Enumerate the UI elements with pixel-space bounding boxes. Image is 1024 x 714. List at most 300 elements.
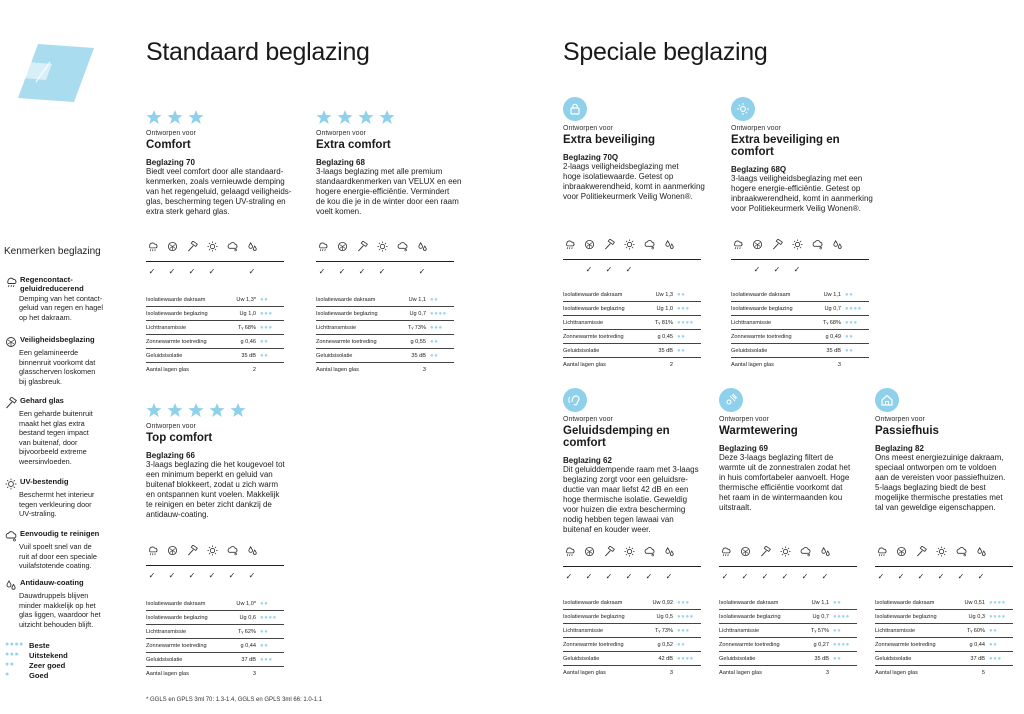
- feature-check: [807, 265, 827, 274]
- rating-dots: ●●●: [260, 656, 273, 663]
- spec-name: Lichttransmissie: [563, 319, 604, 326]
- spec-name: Isolatiewaarde beglazing: [316, 310, 378, 317]
- rating-dots: ●●: [260, 352, 269, 359]
- cloud-clean-icon: [807, 239, 827, 251]
- star-icon: [167, 402, 183, 418]
- rating-dots: ●●: [989, 627, 998, 634]
- spec-value: Ug 0,7: [409, 310, 426, 317]
- feature-check: ✓: [208, 267, 216, 276]
- spec-value: 35 dB: [658, 347, 673, 354]
- spec-value: 3: [422, 367, 426, 373]
- hammer-icon: [767, 239, 787, 251]
- rating-dots: ●●●: [677, 599, 690, 606]
- shield-glass-icon: [747, 239, 767, 251]
- legend-item-desc: Dauwdruppels blijven minder makkelijk op het glas liggen, waardoor het uitzicht behouden blijft.: [19, 591, 101, 629]
- feature-check: ✓: [773, 265, 781, 274]
- model-name: Beglazing 68Q: [731, 165, 787, 174]
- spec-name: Isolatiewaarde dakraam: [146, 296, 206, 303]
- spec-name: Lichttransmissie: [875, 627, 916, 634]
- feature-check: ✓: [801, 572, 809, 581]
- spec-row: [563, 666, 701, 680]
- feature-check: ✓: [957, 572, 965, 581]
- feature-check: [559, 265, 579, 274]
- spec-row: [316, 349, 454, 363]
- spec-value: Tᵥ 68%: [238, 324, 256, 331]
- spec-value: Tᵥ 73%: [408, 324, 426, 331]
- rating-dots: ●●●●: [833, 641, 850, 648]
- feature-icons: [312, 241, 432, 253]
- shield-glass-icon: [579, 239, 599, 251]
- designed-for-label: Ontworpen voor: [563, 125, 613, 132]
- spec-name: Isolatiewaarde beglazing: [731, 305, 793, 312]
- glazing-card-extra-beveiliging-comfort: [731, 97, 881, 214]
- spec-name: Zonnewarmte toetreding: [146, 338, 207, 345]
- card-title: Extra beveiliging en comfort: [731, 134, 840, 158]
- feature-check: ✓: [358, 267, 366, 276]
- spec-row: [146, 321, 284, 335]
- rating-dots: ●●: [833, 599, 842, 606]
- spec-row: [875, 596, 1013, 610]
- spec-value: g 0,44: [240, 642, 256, 649]
- spec-value: Uw 0,92: [652, 599, 673, 606]
- card-title: Top comfort: [146, 432, 213, 444]
- rain-icon: [142, 545, 162, 557]
- spec-value: Tᵥ 62%: [238, 628, 256, 635]
- spec-name: Geluidsisolatie: [146, 656, 183, 663]
- model-name: Beglazing 82: [875, 444, 924, 453]
- security-sun-icon: [731, 97, 755, 121]
- house-icon: [875, 388, 899, 412]
- spec-row: [719, 638, 857, 652]
- glazing-card-extra-beveiliging: [563, 97, 713, 202]
- spec-row: [875, 610, 1013, 624]
- spec-name: Isolatiewaarde beglazing: [563, 613, 625, 620]
- rating-dots: ●●: [845, 347, 854, 354]
- spec-table: [563, 596, 701, 680]
- legend-item: [5, 336, 105, 386]
- hammer-icon: [755, 546, 775, 558]
- spec-value: Uw 1,3*: [236, 296, 256, 303]
- spec-name: Isolatiewaarde dakraam: [731, 291, 791, 298]
- feature-check: ✓: [761, 572, 769, 581]
- lock-icon: [563, 97, 587, 121]
- drops-icon: [659, 546, 679, 558]
- feature-check: ✓: [418, 267, 426, 276]
- rain-icon: [727, 239, 747, 251]
- spec-value: 35 dB: [241, 352, 256, 359]
- model-name: Beglazing 70Q: [563, 153, 619, 162]
- shield-glass-icon: [162, 241, 182, 253]
- designed-for-label: Ontworpen voor: [146, 130, 196, 137]
- designed-for-label: Ontworpen voor: [719, 416, 769, 423]
- spec-name: Isolatiewaarde dakraam: [316, 296, 376, 303]
- glazing-card-top-comfort: [146, 401, 296, 520]
- drops-icon: [827, 239, 847, 251]
- scale-label: Uitstekend: [29, 650, 68, 660]
- feature-divider: [316, 261, 454, 262]
- rating-dots: ●: [5, 671, 10, 678]
- spec-name: Zonnewarmte toetreding: [563, 333, 624, 340]
- model-name: Beglazing 66: [146, 451, 195, 460]
- card-description: 3-laags beglazing die het kougevoel tot een minimum beperkt en geluid van buitenaf blokkeert, zodat u zich warm en ontspannen kunt voelen. Makkelijk te reinigen en beter zicht dankzij de antidauw-coating.: [146, 460, 285, 519]
- spec-value: g 0,27: [813, 641, 829, 648]
- rating-dots: ●●●: [845, 319, 858, 326]
- legend-item-title: Veiligheidsbeglazing: [20, 335, 95, 344]
- rating-dots: ●●: [677, 641, 686, 648]
- spec-name: Lichttransmissie: [563, 627, 604, 634]
- spec-value: 37 dB: [970, 655, 985, 662]
- star-icon: [209, 402, 225, 418]
- glazing-card-geluidsdemping: [563, 388, 713, 535]
- star-icon: [146, 402, 162, 418]
- model-name: Beglazing 70: [146, 158, 195, 167]
- rating-dots: ●●: [845, 291, 854, 298]
- spec-row: [719, 610, 857, 624]
- hammer-icon: [5, 397, 17, 409]
- rating-dots: ●●●●: [989, 599, 1006, 606]
- rating-dots: ●●●: [5, 651, 20, 658]
- feature-check: ✓: [877, 572, 885, 581]
- rating-dots: ●●●: [260, 324, 273, 331]
- card-description: 3-laags veiligheidsbeglazing met een hogere energie-efficiëntie. Getest op inbraakwerendheid, komt in aanmerking voor Politiekeurmerk Veilig Wonen®.: [731, 174, 873, 213]
- spec-name: Lichttransmissie: [146, 324, 187, 331]
- cloud-clean-icon: [392, 241, 412, 253]
- rating-dots: ●●●●: [833, 613, 850, 620]
- spec-row: [731, 330, 869, 344]
- star-icon: [188, 402, 204, 418]
- spec-name: Geluidsisolatie: [146, 352, 183, 359]
- star-icon: [337, 109, 353, 125]
- feature-check: ✓: [585, 265, 593, 274]
- feature-check: [639, 265, 659, 274]
- spec-row: [563, 302, 701, 316]
- feature-check: ✓: [338, 267, 346, 276]
- legend-item-title: UV-bestendig: [20, 477, 69, 486]
- feature-check: ✓: [897, 572, 905, 581]
- feature-check: ✓: [977, 572, 985, 581]
- spec-name: Zonnewarmte toetreding: [719, 641, 780, 648]
- feature-check: ✓: [625, 572, 633, 581]
- designed-for-label: Ontworpen voor: [875, 416, 925, 423]
- card-description: Ons meest energiezuinige dakraam, speciaal ontworpen om te voldoen aan de vereisten voor passiefhuizen. 5-laags beglazing biedt de best mogelijke thermische prestaties met tal van geweldige eigenschappen.: [875, 453, 1006, 512]
- spec-value: Ug 1,0: [656, 305, 673, 312]
- cloud-clean-icon: [795, 546, 815, 558]
- spec-name: Zonnewarmte toetreding: [731, 333, 792, 340]
- rain-icon: [559, 239, 579, 251]
- scale-row: [5, 670, 68, 680]
- skylight-logo: [16, 42, 96, 106]
- spec-row: [146, 335, 284, 349]
- spec-row: [316, 293, 454, 307]
- rating-dots: ●●●●: [845, 305, 862, 312]
- feature-check: ✓: [168, 267, 176, 276]
- spec-value: 2: [252, 367, 256, 373]
- feature-check: ✓: [605, 572, 613, 581]
- spec-table: [875, 596, 1013, 680]
- hammer-icon: [599, 239, 619, 251]
- rating-dots: ●●: [260, 338, 269, 345]
- glazing-card-comfort: [146, 108, 296, 217]
- hammer-icon: [182, 545, 202, 557]
- spec-row: [875, 624, 1013, 638]
- spec-value: Ug 0,7: [812, 613, 829, 620]
- feature-check: ✓: [753, 265, 761, 274]
- cloud-clean-icon: [639, 239, 659, 251]
- spec-name: Isolatiewaarde dakraam: [875, 599, 935, 606]
- hammer-icon: [599, 546, 619, 558]
- feature-check: ✓: [793, 265, 801, 274]
- feature-check: ✓: [937, 572, 945, 581]
- card-description: Biedt veel comfort door alle standaard- kenmerken, zoals vernieuwde demping van het regengeluid, gelaagd veiligheids- glas, bescherming tegen UV-straling en extra sterk gehard glas.: [146, 167, 292, 216]
- spec-row: [731, 358, 869, 372]
- designed-for-label: Ontworpen voor: [146, 423, 196, 430]
- sun-icon: [931, 546, 951, 558]
- sun-icon: [775, 546, 795, 558]
- designed-for-label: Ontworpen voor: [316, 130, 366, 137]
- shield-glass-icon: [5, 336, 17, 348]
- feature-check: ✓: [248, 267, 256, 276]
- rating-dots: ●●: [260, 296, 269, 303]
- feature-checks: [312, 267, 432, 276]
- feature-divider: [719, 566, 857, 567]
- spec-value: Tᵥ 60%: [967, 627, 985, 634]
- rating-dots: ●●: [260, 600, 269, 607]
- rating-dots: ●●●: [989, 655, 1002, 662]
- feature-check: ✓: [148, 267, 156, 276]
- scale-row: [5, 650, 68, 660]
- special-section-title: Speciale beglazing: [563, 38, 768, 66]
- feature-check: ✓: [821, 572, 829, 581]
- spec-name: Zonnewarmte toetreding: [316, 338, 377, 345]
- spec-value: g 0,49: [825, 333, 841, 340]
- spec-name: Isolatiewaarde beglazing: [563, 305, 625, 312]
- spec-name: Zonnewarmte toetreding: [146, 642, 207, 649]
- spec-name: Lichttransmissie: [731, 319, 772, 326]
- glazing-card-passiefhuis: [875, 388, 1024, 513]
- feature-icons: [559, 546, 679, 558]
- spec-value: Uw 1,0*: [236, 600, 256, 607]
- legend-item: [5, 397, 105, 467]
- legend-item-desc: Beschermt het interieur tegen verkleuring door UV-straling.: [19, 490, 95, 519]
- rating-dots: ●●●: [677, 627, 690, 634]
- feature-check: ✓: [721, 572, 729, 581]
- spec-value: g 0,45: [657, 333, 673, 340]
- spec-row: [719, 624, 857, 638]
- sun-icon: [787, 239, 807, 251]
- shield-glass-icon: [735, 546, 755, 558]
- standard-section-title: Standaard beglazing: [146, 38, 370, 66]
- spec-row: [146, 349, 284, 363]
- scale-row: [5, 660, 68, 670]
- legend-item-desc: Demping van het contact- geluid van regen en hagel op het dakraam.: [19, 293, 103, 322]
- feature-divider: [875, 566, 1013, 567]
- feature-check: [827, 265, 847, 274]
- card-description: 3-laags beglazing met alle premium standaardkenmerken van VELUX en een hogere energie-efficiëntie. Vermindert de kou die je in de winter door een raam voelt komen.: [316, 167, 462, 216]
- cloud-clean-icon: [951, 546, 971, 558]
- feature-checks: [142, 267, 262, 276]
- spec-name: Aantal lagen glas: [719, 670, 762, 676]
- spec-name: Zonnewarmte toetreding: [875, 641, 936, 648]
- feature-checks: [715, 572, 835, 581]
- spec-name: Lichttransmissie: [719, 627, 760, 634]
- features-title: Kenmerken beglazing: [4, 246, 101, 257]
- rating-dots: ●●: [430, 296, 439, 303]
- rating-dots: ●●: [677, 347, 686, 354]
- spec-value: 42 dB: [658, 655, 673, 662]
- rain-icon: [871, 546, 891, 558]
- shield-glass-icon: [891, 546, 911, 558]
- feature-divider: [146, 565, 284, 566]
- spec-row: [146, 625, 284, 639]
- spec-value: 35 dB: [814, 655, 829, 662]
- spec-row: [316, 335, 454, 349]
- feature-icons: [142, 545, 262, 557]
- spec-table: [146, 597, 284, 681]
- spec-name: Aantal lagen glas: [875, 670, 918, 676]
- spec-value: 3: [837, 362, 841, 368]
- spec-name: Isolatiewaarde beglazing: [146, 310, 208, 317]
- sun-icon: [202, 545, 222, 557]
- drops-icon: [242, 545, 262, 557]
- spec-row: [146, 653, 284, 667]
- spec-row: [563, 610, 701, 624]
- footnote: * GGLS en GPLS 3ml 70: 1.3-1.4, GGLS en GPLS 3ml 66: 1.0-1.1: [146, 697, 323, 703]
- card-title: Geluidsdemping en comfort: [563, 425, 670, 449]
- spec-row: [146, 293, 284, 307]
- rating-dots: ●●: [989, 641, 998, 648]
- feature-checks: [871, 572, 991, 581]
- spec-value: Tᵥ 73%: [655, 627, 673, 634]
- feature-icons: [142, 241, 262, 253]
- drops-icon: [5, 579, 17, 591]
- feature-icons: [727, 239, 847, 251]
- cloud-clean-icon: [222, 545, 242, 557]
- spec-row: [719, 652, 857, 666]
- spec-table: [316, 293, 454, 377]
- spec-name: Isolatiewaarde dakraam: [146, 600, 206, 607]
- rain-icon: [142, 241, 162, 253]
- feature-icons: [871, 546, 991, 558]
- feature-divider: [563, 259, 701, 260]
- spec-name: Isolatiewaarde beglazing: [146, 614, 208, 621]
- spec-name: Aantal lagen glas: [563, 670, 606, 676]
- feature-check: ✓: [248, 571, 256, 580]
- spec-row: [563, 288, 701, 302]
- spec-value: 3: [252, 671, 256, 677]
- star-icon: [188, 109, 204, 125]
- star-icon: [316, 109, 332, 125]
- hammer-icon: [182, 241, 202, 253]
- drops-icon: [412, 241, 432, 253]
- rating-dots: ●●●●: [5, 641, 24, 648]
- spec-name: Isolatiewaarde beglazing: [875, 613, 937, 620]
- feature-check: ✓: [645, 572, 653, 581]
- spec-row: [146, 639, 284, 653]
- spec-name: Aantal lagen glas: [731, 362, 774, 368]
- feature-check: ✓: [625, 265, 633, 274]
- spec-name: Lichttransmissie: [146, 628, 187, 635]
- spec-row: [563, 344, 701, 358]
- model-name: Beglazing 68: [316, 158, 365, 167]
- spec-name: Geluidsisolatie: [731, 347, 768, 354]
- feature-check: [222, 267, 242, 276]
- card-title: Extra beveiliging: [563, 134, 656, 146]
- spec-row: [563, 358, 701, 372]
- spec-row: [563, 316, 701, 330]
- star-rating: [146, 108, 296, 126]
- star-rating: [146, 401, 296, 419]
- spec-name: Isolatiewaarde dakraam: [563, 599, 623, 606]
- rating-dots: ●●●●: [430, 310, 447, 317]
- star-rating: [316, 108, 466, 126]
- star-icon: [230, 402, 246, 418]
- rain-icon: [312, 241, 332, 253]
- star-icon: [358, 109, 374, 125]
- rating-dots: ●●●●: [677, 319, 694, 326]
- spec-name: Aantal lagen glas: [316, 367, 359, 373]
- rating-dots: ●●●●: [989, 613, 1006, 620]
- star-icon: [167, 109, 183, 125]
- spec-row: [731, 288, 869, 302]
- spec-row: [146, 667, 284, 681]
- card-description: 2-laags veiligheidsbeglazing met hoge isolatiewaarde. Getest op inbraakwerendheid, komt in aanmerking voor Politiekeurmerk Veilig Wonen®.: [563, 162, 705, 201]
- feature-check: ✓: [318, 267, 326, 276]
- shield-glass-icon: [579, 546, 599, 558]
- spec-row: [563, 624, 701, 638]
- spec-value: Tᵥ 68%: [823, 319, 841, 326]
- designed-for-label: Ontworpen voor: [563, 416, 613, 423]
- hammer-icon: [911, 546, 931, 558]
- spec-row: [563, 596, 701, 610]
- feature-check: ✓: [378, 267, 386, 276]
- feature-icons: [559, 239, 679, 251]
- feature-check: [727, 265, 747, 274]
- spec-name: Lichttransmissie: [316, 324, 357, 331]
- spec-name: Aantal lagen glas: [563, 362, 606, 368]
- spec-value: Tᵥ 81%: [655, 319, 673, 326]
- glazing-card-warmtewering: [719, 388, 869, 513]
- rating-dots: ●●: [5, 661, 15, 668]
- card-title: Passiefhuis: [875, 425, 939, 437]
- spec-row: [316, 363, 454, 377]
- feature-check: ✓: [741, 572, 749, 581]
- rating-dots: ●●: [833, 655, 842, 662]
- cloud-clean-icon: [222, 241, 242, 253]
- spec-name: Aantal lagen glas: [146, 671, 189, 677]
- legend-item: [5, 579, 105, 629]
- drops-icon: [815, 546, 835, 558]
- legend-item-title: Antidauw-coating: [20, 578, 84, 587]
- spec-value: g 0,44: [969, 641, 985, 648]
- feature-check: [392, 267, 412, 276]
- spec-row: [563, 638, 701, 652]
- legend-item-desc: Vuil spoelt snel van de ruit af door een speciale vuilafstotende coating.: [19, 542, 97, 571]
- rating-dots: ●●: [430, 352, 439, 359]
- spec-value: g 0,46: [240, 338, 256, 345]
- feature-check: ✓: [148, 571, 156, 580]
- glazing-card-extra-comfort: [316, 108, 466, 217]
- spec-name: Geluidsisolatie: [875, 655, 912, 662]
- scale-label: Beste: [29, 640, 50, 650]
- spec-value: Uw 0,51: [964, 599, 985, 606]
- spec-value: 37 dB: [241, 656, 256, 663]
- spec-name: Geluidsisolatie: [563, 655, 600, 662]
- legend-item-desc: Een gelamineerde binnenruit voorkomt dat glasscherven loskomen bij glasbreuk.: [19, 348, 96, 386]
- model-name: Beglazing 69: [719, 444, 768, 453]
- feature-check: ✓: [781, 572, 789, 581]
- legend-item-desc: Een geharde buitenruit maakt het glas extra bestand tegen impact van buitenaf, door bijvoorbeeld extreme weersinvloeden.: [19, 409, 93, 466]
- feature-divider: [563, 566, 701, 567]
